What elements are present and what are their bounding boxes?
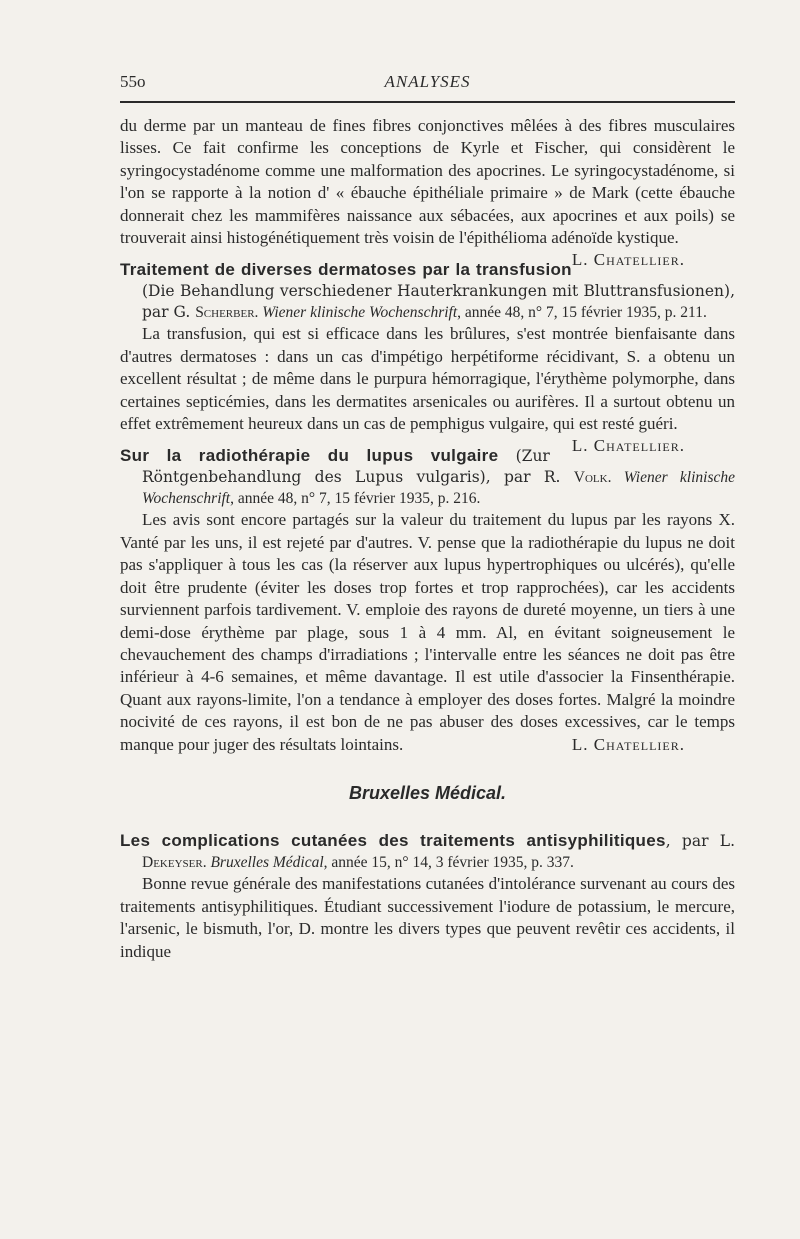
paragraph-antisyphilitiques: Bonne revue générale des manifestations cutanées d'intolérance survenant au cours des traitements antisyphilitiques. Étudiant successivement l'iodure de potassium, le mercure, l'arsenic, le bismuth, l'or, D. montre les divers types que peuvent revêtir ces accidents, il indique: [120, 874, 735, 961]
journal: Bruxelles Médical: [210, 854, 324, 872]
running-head: ANALYSES: [384, 72, 471, 91]
article-title: Sur la radiothérapie du lupus vulgaire: [120, 446, 499, 466]
page-header: [120, 72, 735, 94]
author: Scherber: [195, 304, 255, 322]
header-rule: [120, 101, 735, 103]
journal: Wiener klinische Wochenschrift: [142, 469, 735, 508]
page-content: [120, 115, 735, 963]
page-number: 55o: [120, 72, 146, 91]
section-title: Bruxelles Médical.: [348, 782, 507, 803]
paragraph-transfusion: La transfusion, qui est si efficace dans les brûlures, s'est montrée bienfaisante dans d'autres dermatoses : dans un cas d'impétigo herpétiforme récidivant, S. a obtenu un excellent résultat ; de même dans le purpura hémorragique, l'érythème polymorphe, dans certaines septicémies, dans les dermatites arsenicales ou aurifères. Il a surtout obtenu un effet extrêmement heureux dans un cas de pemphigus vulgaire, qui est resté guéri. L. Chatellier.: [120, 323, 735, 435]
paragraph-continuation: du derme par un manteau de fines fibres conjonctives mêlées à des fibres musculaires lisses. Ce fait confirme les conceptions de Kyrle et Fischer, qui considèrent le syringocystadénome comme une malformation des apocrines. Le syringocystadénome, si l'on se rapporte à la notion d' « ébauche épithéliale primaire » de Mark (cette ébauche donnerait chez les mammifères naissance aux sébacées, aux apocrines et aux poils) se trouverait ainsi histogénétiquement très voisin de l'épithélioma adénoïde kystique. L. Chatellier.: [120, 115, 735, 249]
journal: Wiener klinische Wochenschrift: [262, 304, 458, 322]
article-heading-transfusion: Traitement de diverses dermatoses par la transfusion (Die Behandlung verschiedener Hauterkrankungen mit Bluttransfusionen), par G. Scherber. Wiener klinische Wochenschrift, année 48, n° 7, 15 février 1935, p. 211.: [120, 260, 735, 322]
signature: L. Chatellier.: [571, 436, 685, 456]
signature: L. Chatellier.: [571, 250, 685, 270]
signature: L. Chatellier.: [571, 734, 685, 754]
article-heading-antisyphilitiques: Les complications cutanées des traitements antisyphilitiques, par L. Dekeyser. Bruxelles Médical, année 15, n° 14, 3 février 1935, p. 337.: [120, 831, 736, 872]
article-title: Traitement de diverses dermatoses par la transfusion: [120, 260, 572, 280]
author: Dekeyser: [142, 854, 203, 872]
article-title: Les complications cutanées des traitements antisyphilitiques: [120, 831, 666, 851]
paragraph-radiotherapie: Les avis sont encore partagés sur la valeur du traitement du lupus par les rayons X. Vanté par les uns, il est rejeté par d'autres. V. pense que la radiothérapie du lupus ne doit pas s'appliquer à tous les cas (la réserver aux lupus hypertrophiques ou ulcérés), qu'elle doit être prudente (éviter les doses trop fortes et trop rapprochées), car les accidents surviennent parfois tardivement. V. emploie des rayons de dureté moyenne, un tiers à une demi-dose érythème par plage, sous 1 à 4 mm. Al, en évitant soigneusement le chevauchement des champs d'irradiations ; l'intervalle entre les séances ne doit pas être inférieur à 4-6 semaines, et même davantage. Il est utile d'associer la Finsenthérapie. Quant aux rayons-limite, l'on a tendance à employer des doses fortes. Malgré la moindre nocivité de ces rayons, il est bon de ne pas abuser des doses excessives, car le temps manque pour juger des résultats lointains. L. Chatellier.: [120, 509, 735, 755]
author: Volk: [573, 469, 608, 487]
article-heading-radiotherapie: Sur la radiothérapie du lupus vulgaire (Zur Röntgenbehandlung des Lupus vulgaris), par R. Volk. Wiener klinische Wochenschrift, année 48, n° 7, 15 février 1935, p. 216.: [120, 446, 735, 508]
